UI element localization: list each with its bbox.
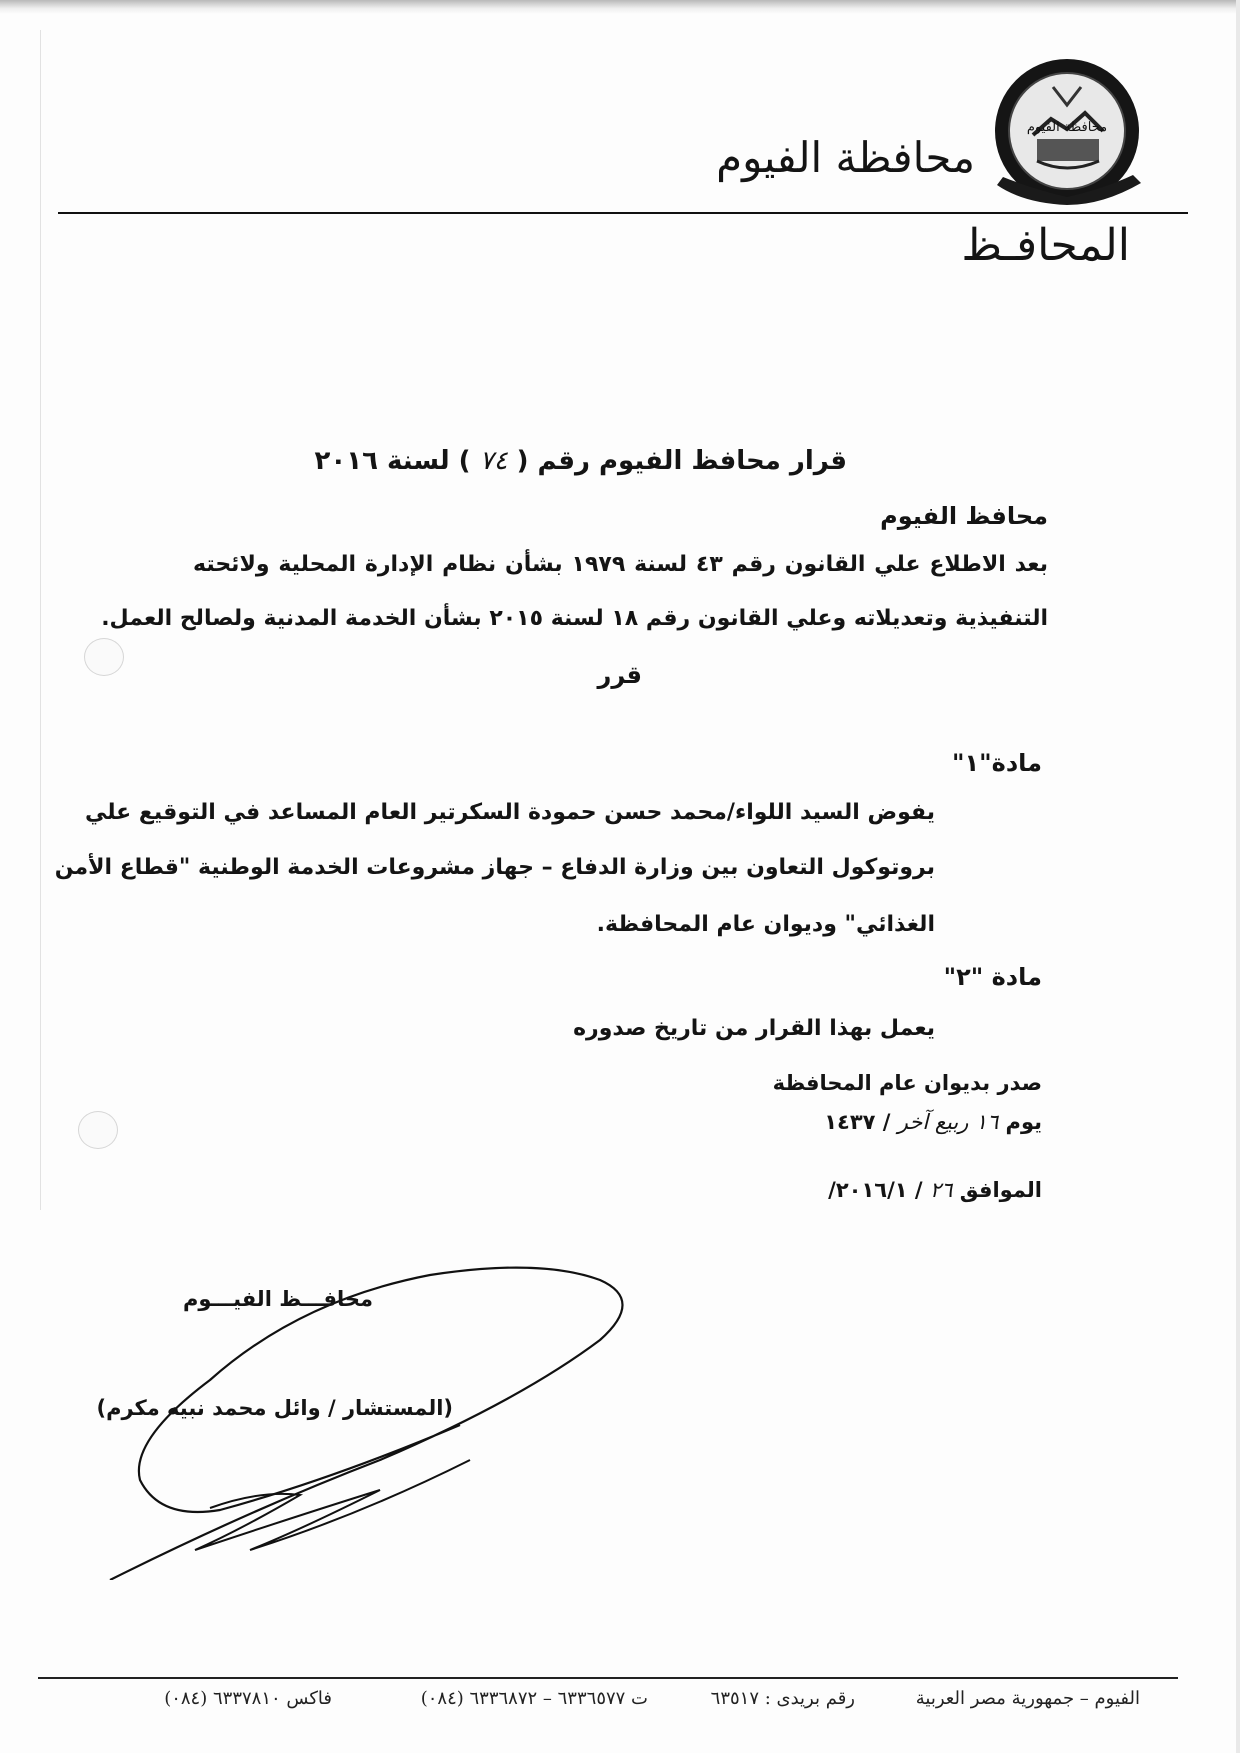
preamble-line-2: التنفيذية وتعديلاته وعلي القانون رقم ١٨ لسنة ٢٠١٥ بشأن الخدمة المدنية ولصالح العمل. [101, 606, 1048, 631]
scan-top-edge [0, 0, 1240, 14]
gregorian-label: الموافق [959, 1178, 1042, 1202]
governorate-name: محافظة الفيوم [716, 133, 975, 182]
footer-po-box: رقم بريدى : ٦٣٥١٧ [710, 1688, 855, 1709]
article-2-heading: مادة "٢" [943, 963, 1042, 991]
scan-right-edge [1236, 0, 1240, 1753]
footer-fax: فاكس ٦٣٣٧٨١٠ (٠٨٤) [164, 1688, 332, 1709]
gregorian-day: ٢٦ [929, 1178, 953, 1202]
footer-contact-row [60, 1688, 1140, 1718]
preamble-line-1: بعد الاطلاع علي القانون رقم ٤٣ لسنة ١٩٧٩ بشأن نظام الإدارة المحلية ولائحته [193, 552, 1048, 577]
issued-at: صدر بديوان عام المحافظة [772, 1071, 1042, 1095]
decree-title [314, 446, 847, 476]
article-1-line-3: الغذائي" وديوان عام المحافظة. [596, 912, 935, 937]
governorate-logo-seal-icon [993, 57, 1141, 205]
hijri-month: ربيع آخر [897, 1110, 969, 1134]
signatory-title: محافـــظ الفيـــوم [183, 1287, 373, 1311]
header-divider [58, 212, 1188, 214]
decree-title-suffix: ) لسنة ٢٠١٦ [314, 446, 471, 476]
scan-left-edge [40, 30, 41, 1210]
article-2-line-1: يعمل بهذا القرار من تاريخ صدوره [573, 1016, 935, 1041]
hijri-date [824, 1110, 1042, 1134]
decree-number: ٧٤ [479, 446, 508, 476]
logo-text: محافظة الفيوم [1026, 120, 1108, 135]
punch-hole-bottom [78, 1111, 118, 1149]
office-title: المحافـظ [961, 220, 1130, 271]
decided-heading: قرر [597, 661, 642, 689]
footer-phones: ت ٦٣٣٦٥٧٧ – ٦٣٣٦٨٧٢ (٠٨٤) [420, 1688, 648, 1709]
addressee: محافظ الفيوم [880, 502, 1048, 530]
gregorian-rest: / ٢٠١٦/١/ [828, 1178, 923, 1202]
decree-title-prefix: قرار محافظ الفيوم رقم ( [516, 446, 847, 476]
article-1-line-1: يفوض السيد اللواء/محمد حسن حمودة السكرتير العام المساعد في التوقيع علي [84, 800, 935, 825]
footer-address: الفيوم – جمهورية مصر العربية [915, 1688, 1140, 1709]
footer-divider [38, 1677, 1178, 1679]
hijri-day-label: يوم [1005, 1110, 1042, 1134]
punch-hole-top [84, 638, 124, 676]
signatory-name: (المستشار / وائل محمد نبيه مكرم) [96, 1396, 453, 1420]
hijri-year: / ١٤٣٧ [824, 1110, 891, 1134]
article-1-heading: مادة"١" [951, 749, 1042, 777]
gregorian-date [828, 1178, 1042, 1202]
article-1-line-2: بروتوكول التعاون بين وزارة الدفاع – جهاز مشروعات الخدمة الوطنية "قطاع الأمن [54, 855, 935, 880]
hijri-day: ١٦ [975, 1110, 999, 1134]
